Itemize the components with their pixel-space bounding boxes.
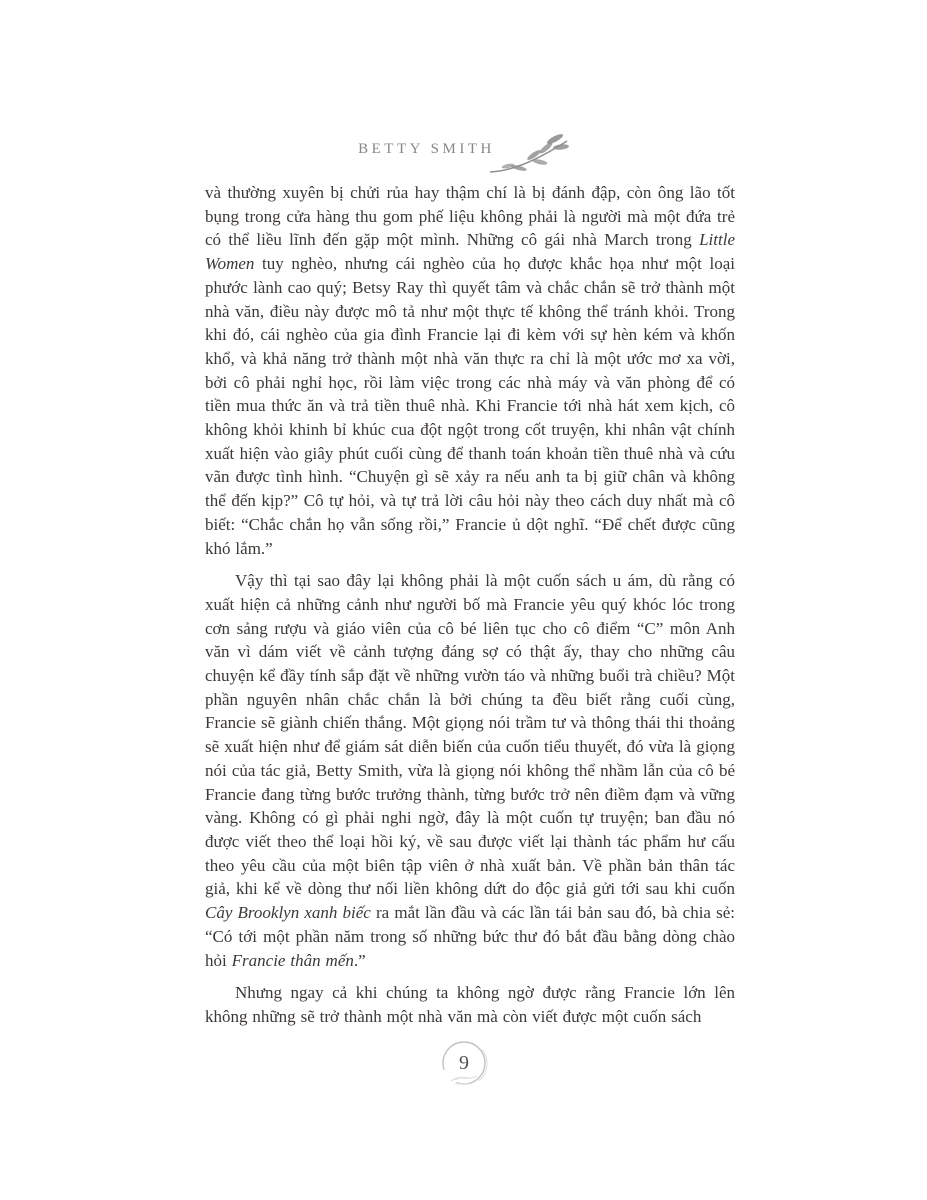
author-name: BETTY SMITH — [358, 141, 495, 157]
text-run: và thường xuyên bị chửi rủa hay thậm chí là bị đánh đập, còn ông lão tốt bụng trong cửa hàng thu gom phế liệu không phải là người mà một đứa trẻ có thể liều lĩnh đến gặp một mình. Những cô gái nhà March trong — [205, 183, 735, 250]
text-run: tuy nghèo, nhưng cái nghèo của họ được khắc họa như một loại phước lành cao quý; Betsy Ray thì quyết tâm và chắc chắn sẽ trở thành một nhà văn, điều này được mô tả như một thực tế không thể tránh khỏi. Trong khi đó, cái nghèo của gia đình Francie lại đi kèm với sự hèn kém và khốn khổ, và khả năng trở thành một nhà văn thực ra chỉ là một ước mơ xa vời, bởi cô phải nghỉ học, rồi làm việc trong các nhà máy và văn phòng để có tiền mua thức ăn và trả tiền thuê nhà. Khi Francie tới nhà hát xem kịch, cô không khỏi khinh bỉ khúc cua đột ngột trong cốt truyện, khi nhân vật chính xuất hiện vào giây phút cuối cùng để thanh toán khoản tiền thuê nhà và cứu vãn được tình hình. “Chuyện gì sẽ xảy ra nếu anh ta bị giữ chân và không thể đến kịp?” Cô tự hỏi, và tự trả lời câu hỏi này theo cách duy nhất mà cô biết: “Chắc chắn họ vẫn sống rồi,” Francie ủ dột nghĩ. “Để chết được cũng khó lắm.” — [205, 254, 735, 558]
text-run: .” — [353, 950, 366, 970]
page-footer — [434, 1036, 494, 1100]
paragraph — [205, 181, 735, 560]
leaf-branch-icon — [489, 132, 569, 176]
italic-title-text: Cây Brooklyn xanh biếc — [205, 903, 371, 923]
paragraph — [205, 569, 735, 972]
text-run: ra mắt lần đầu và các lần tái bản sau đó, bà chia sẻ: “Có tới một phần năm trong số những bức thư đó bắt đầu bằng dòng chào hỏi — [205, 903, 735, 970]
page-number: 9 — [459, 1052, 469, 1074]
text-run: Vậy thì tại sao đây lại không phải là một cuốn sách u ám, dù rằng có xuất hiện cả những cảnh như người bố mà Francie yêu quý khóc lóc trong cơn sảng rượu và giáo viên của cô bé liên tục cho cô điểm “C” môn Anh văn vì dám viết về cảnh tượng đáng sợ có thật ấy, thay cho những câu chuyện kể đầy tính sắp đặt về những vườn táo và những buổi trà chiều? Một phần nguyên nhân chắc chắn là bởi chúng ta đều biết rằng cuối cùng, Francie sẽ giành chiến thắng. Một giọng nói trầm tư và thông thái thi thoảng sẽ xuất hiện như để giám sát diễn biến của cuốn tiểu thuyết, đó vừa là giọng nói của tác giả, Betty Smith, vừa là giọng nói không thể nhầm lẫn của cô bé Francie đang từng bước trưởng thành, từng bước trở nên điềm đạm và vững vàng. Không có gì phải nghi ngờ, đây là một cuốn tự truyện; ban đầu nó được viết theo thể loại hồi ký, về sau được viết lại thành tác phẩm hư cấu theo yêu cầu của một biên tập viên ở nhà xuất bản. Về phần bản thân tác giả, khi kể về dòng thư nối liền không dứt do độc giả gửi tới sau khi cuốn — [205, 571, 735, 899]
page-header — [0, 134, 927, 176]
text-run: Nhưng ngay cả khi chúng ta không ngờ được rằng Francie lớn lên không những sẽ trở thành một nhà văn mà còn viết được một cuốn sách — [205, 983, 735, 1026]
italic-title-text: Little Women — [205, 230, 735, 274]
body-text — [205, 181, 735, 1038]
italic-title-text: Francie thân mến — [231, 950, 354, 970]
paragraph — [205, 981, 735, 1028]
